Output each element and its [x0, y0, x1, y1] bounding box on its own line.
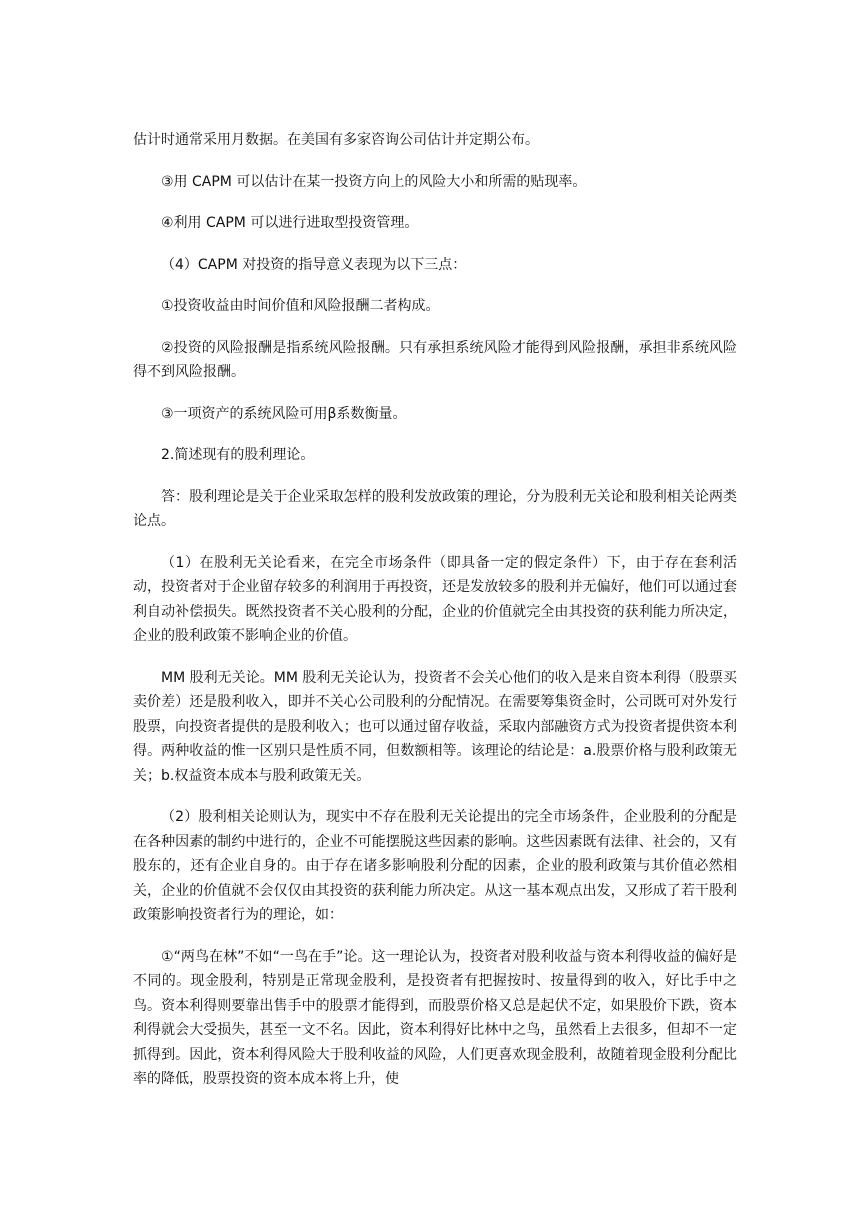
section-heading-capm-guidance: （4）CAPM 对投资的指导意义表现为以下三点： — [161, 256, 467, 273]
list-item-capm-investment-management: ④利用 CAPM 可以进行进取型投资管理。 — [161, 215, 419, 231]
answer-paragraph: 答：股利理论是关于企业采取怎样的股利发放政策的理论，分为股利无关论和股利相关论两类论点。 — [133, 488, 737, 529]
paragraph-mm-theory: MM 股利无关论。MM 股利无关论认为，投资者不会关心他们的收入是来自资本利得（股票买卖价差）还是股利收入，即并不关心公司股利的分配情况。在需要筹集资金时，公司既可对外发行股票，向投资者提供的是股利收入；也可以通过留存收益，采取内部融资方式为投资者提供资本利得。两种收益的惟一区别只是性质不同，但数额相等。该理论的结论是：a.股票价格与股利政策无关；b.权益资本成本与股利政策无关。 — [133, 669, 737, 784]
paragraph-irrelevance-theory: （1）在股利无关论看来，在完全市场条件（即具备一定的假定条件）下，由于存在套利活动，投资者对于企业留存较多的利润用于再投资，还是发放较多的股利并无偏好，他们可以通过套利自动补偿损失。既然投资者不关心股利的分配，企业的价值就完全由其投资的获利能力所决定，企业的股利政策不影响企业的价值。 — [133, 554, 737, 644]
question-heading-dividend-theory: 2.简述现有的股利理论。 — [161, 447, 315, 463]
list-item-beta-measure: ③一项资产的系统风险可用β系数衡量。 — [161, 405, 407, 422]
paragraph-continuation: 估计时通常采用月数据。在美国有多家咨询公司估计并定期公布。 — [133, 132, 539, 148]
list-item-return-composition: ①投资收益由时间价值和风险报酬二者构成。 — [161, 298, 440, 314]
document-body — [133, 128, 737, 1109]
paragraph-bird-in-hand: ①“两鸟在林”不如“一鸟在手”论。这一理论认为，投资者对股利收益与资本利得收益的偏好是不同的。现金股利，特别是正常现金股利，是投资者有把握按时、按量得到的收入，好比手中之鸟。资本利得则要靠出售手中的股票才能得到，而股票价格又总是起伏不定，如果股价下跌，资本利得就会大受损失，甚至一文不名。因此，资本利得好比林中之鸟，虽然看上去很多，但却不一定抓得到。因此，资本利得风险大于股利收益的风险，人们更喜欢现金股利，故随着现金股利分配比率的降低，股票投资的资本成本将上升，使 — [133, 948, 737, 1087]
paragraph-relevance-theory: （2）股利相关论则认为，现实中不存在股利无关论提出的完全市场条件，企业股利的分配是在各种因素的制约中进行的，企业不可能摆脱这些因素的影响。这些因素既有法律、社会的，又有股东的，还有企业自身的。由于存在诸多影响股利分配的因素，企业的股利政策与其价值必然相关，企业的价值就不会仅仅由其投资的获利能力所决定。从这一基本观点出发，又形成了若干股利政策影响投资者行为的理论，如： — [133, 809, 737, 923]
list-item-systematic-risk-reward: ②投资的风险报酬是指系统风险报酬。只有承担系统风险才能得到风险报酬，承担非系统风险得不到风险报酬。 — [133, 339, 737, 380]
list-item-capm-discount-rate: ③用 CAPM 可以估计在某一投资方向上的风险大小和所需的贴现率。 — [161, 173, 587, 190]
